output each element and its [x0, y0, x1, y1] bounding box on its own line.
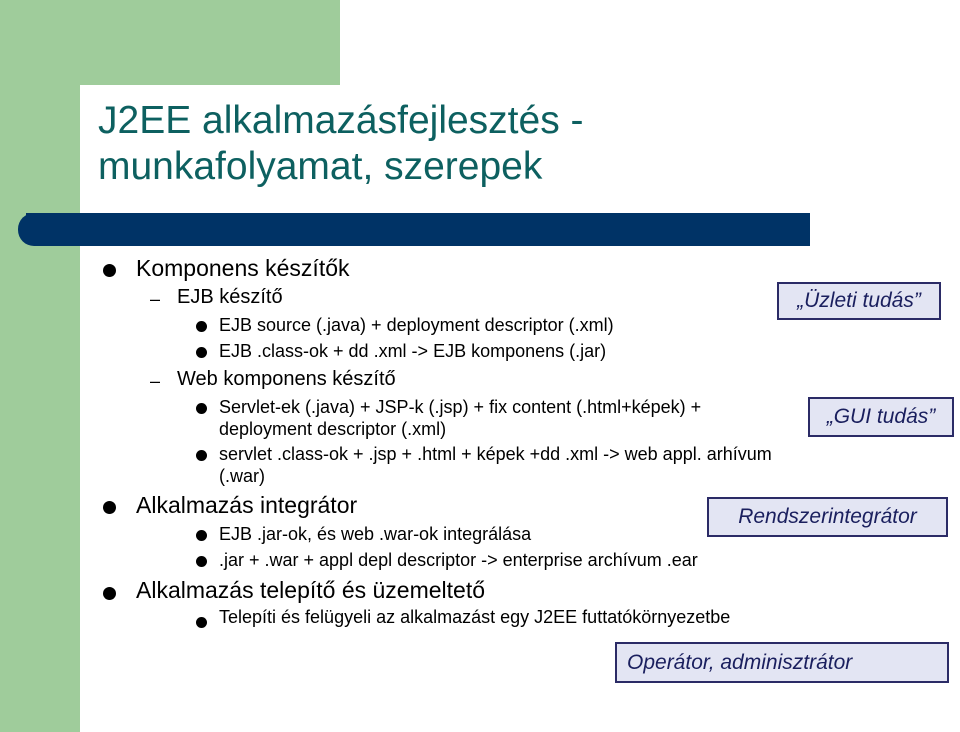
- title-divider-bar: [26, 213, 810, 246]
- title-line-2: munkafolyamat, szerepek: [98, 145, 543, 188]
- bullet-dot-icon: [196, 347, 207, 358]
- integrator-item: EJB .jar-ok, és web .war-ok integrálása: [219, 524, 532, 544]
- bullet-dot-icon: [196, 321, 207, 332]
- role-web-builder: Web komponens készítő: [177, 368, 396, 390]
- dash-icon: –: [150, 371, 161, 391]
- bullet-dot-icon: [103, 587, 116, 600]
- ejb-item: EJB source (.java) + deployment descriptor (.xml): [219, 315, 614, 335]
- deployer-item: Telepíti és felügyeli az alkalmazást egy J2EE futtatókörnyezetbe: [219, 607, 731, 627]
- integrator-item: .jar + .war + appl depl descriptor -> enterprise archívum .ear: [219, 550, 698, 570]
- role-integrator: Alkalmazás integrátor: [136, 492, 358, 518]
- bullet-dot-icon: [196, 617, 207, 628]
- role-deployer: Alkalmazás telepítő és üzemeltető: [136, 577, 486, 603]
- web-item: servlet .class-ok + .jsp + .html + képek +dd .xml -> web appl. arhívum: [219, 444, 772, 464]
- role-component-builders: Komponens készítők: [136, 255, 350, 281]
- web-item: Servlet-ek (.java) + JSP-k (.jsp) + fix content (.html+képek) +: [219, 397, 702, 417]
- bullet-dot-icon: [196, 403, 207, 414]
- title-line-1: J2EE alkalmazásfejlesztés -: [98, 99, 584, 142]
- web-item-continuation: (.war): [219, 466, 265, 486]
- dash-icon: –: [150, 289, 161, 309]
- bullet-dot-icon: [103, 264, 116, 277]
- ejb-item: EJB .class-ok + dd .xml -> EJB komponens (.jar): [219, 341, 607, 361]
- callout-business-knowledge: „Üzleti tudás”: [777, 282, 941, 320]
- bullet-dot-icon: [196, 556, 207, 567]
- bullet-dot-icon: [196, 530, 207, 541]
- web-item-continuation: deployment descriptor (.xml): [219, 419, 447, 439]
- role-ejb-builder: EJB készítő: [177, 286, 283, 308]
- callout-system-integrator: Rendszerintegrátor: [707, 497, 948, 537]
- slide-title: [98, 98, 818, 190]
- bullet-dot-icon: [103, 501, 116, 514]
- decor-green-left: [0, 0, 80, 732]
- callout-gui-knowledge: „GUI tudás”: [808, 397, 954, 437]
- bullet-dot-icon: [196, 450, 207, 461]
- callout-operator: Operátor, adminisztrátor: [615, 642, 949, 683]
